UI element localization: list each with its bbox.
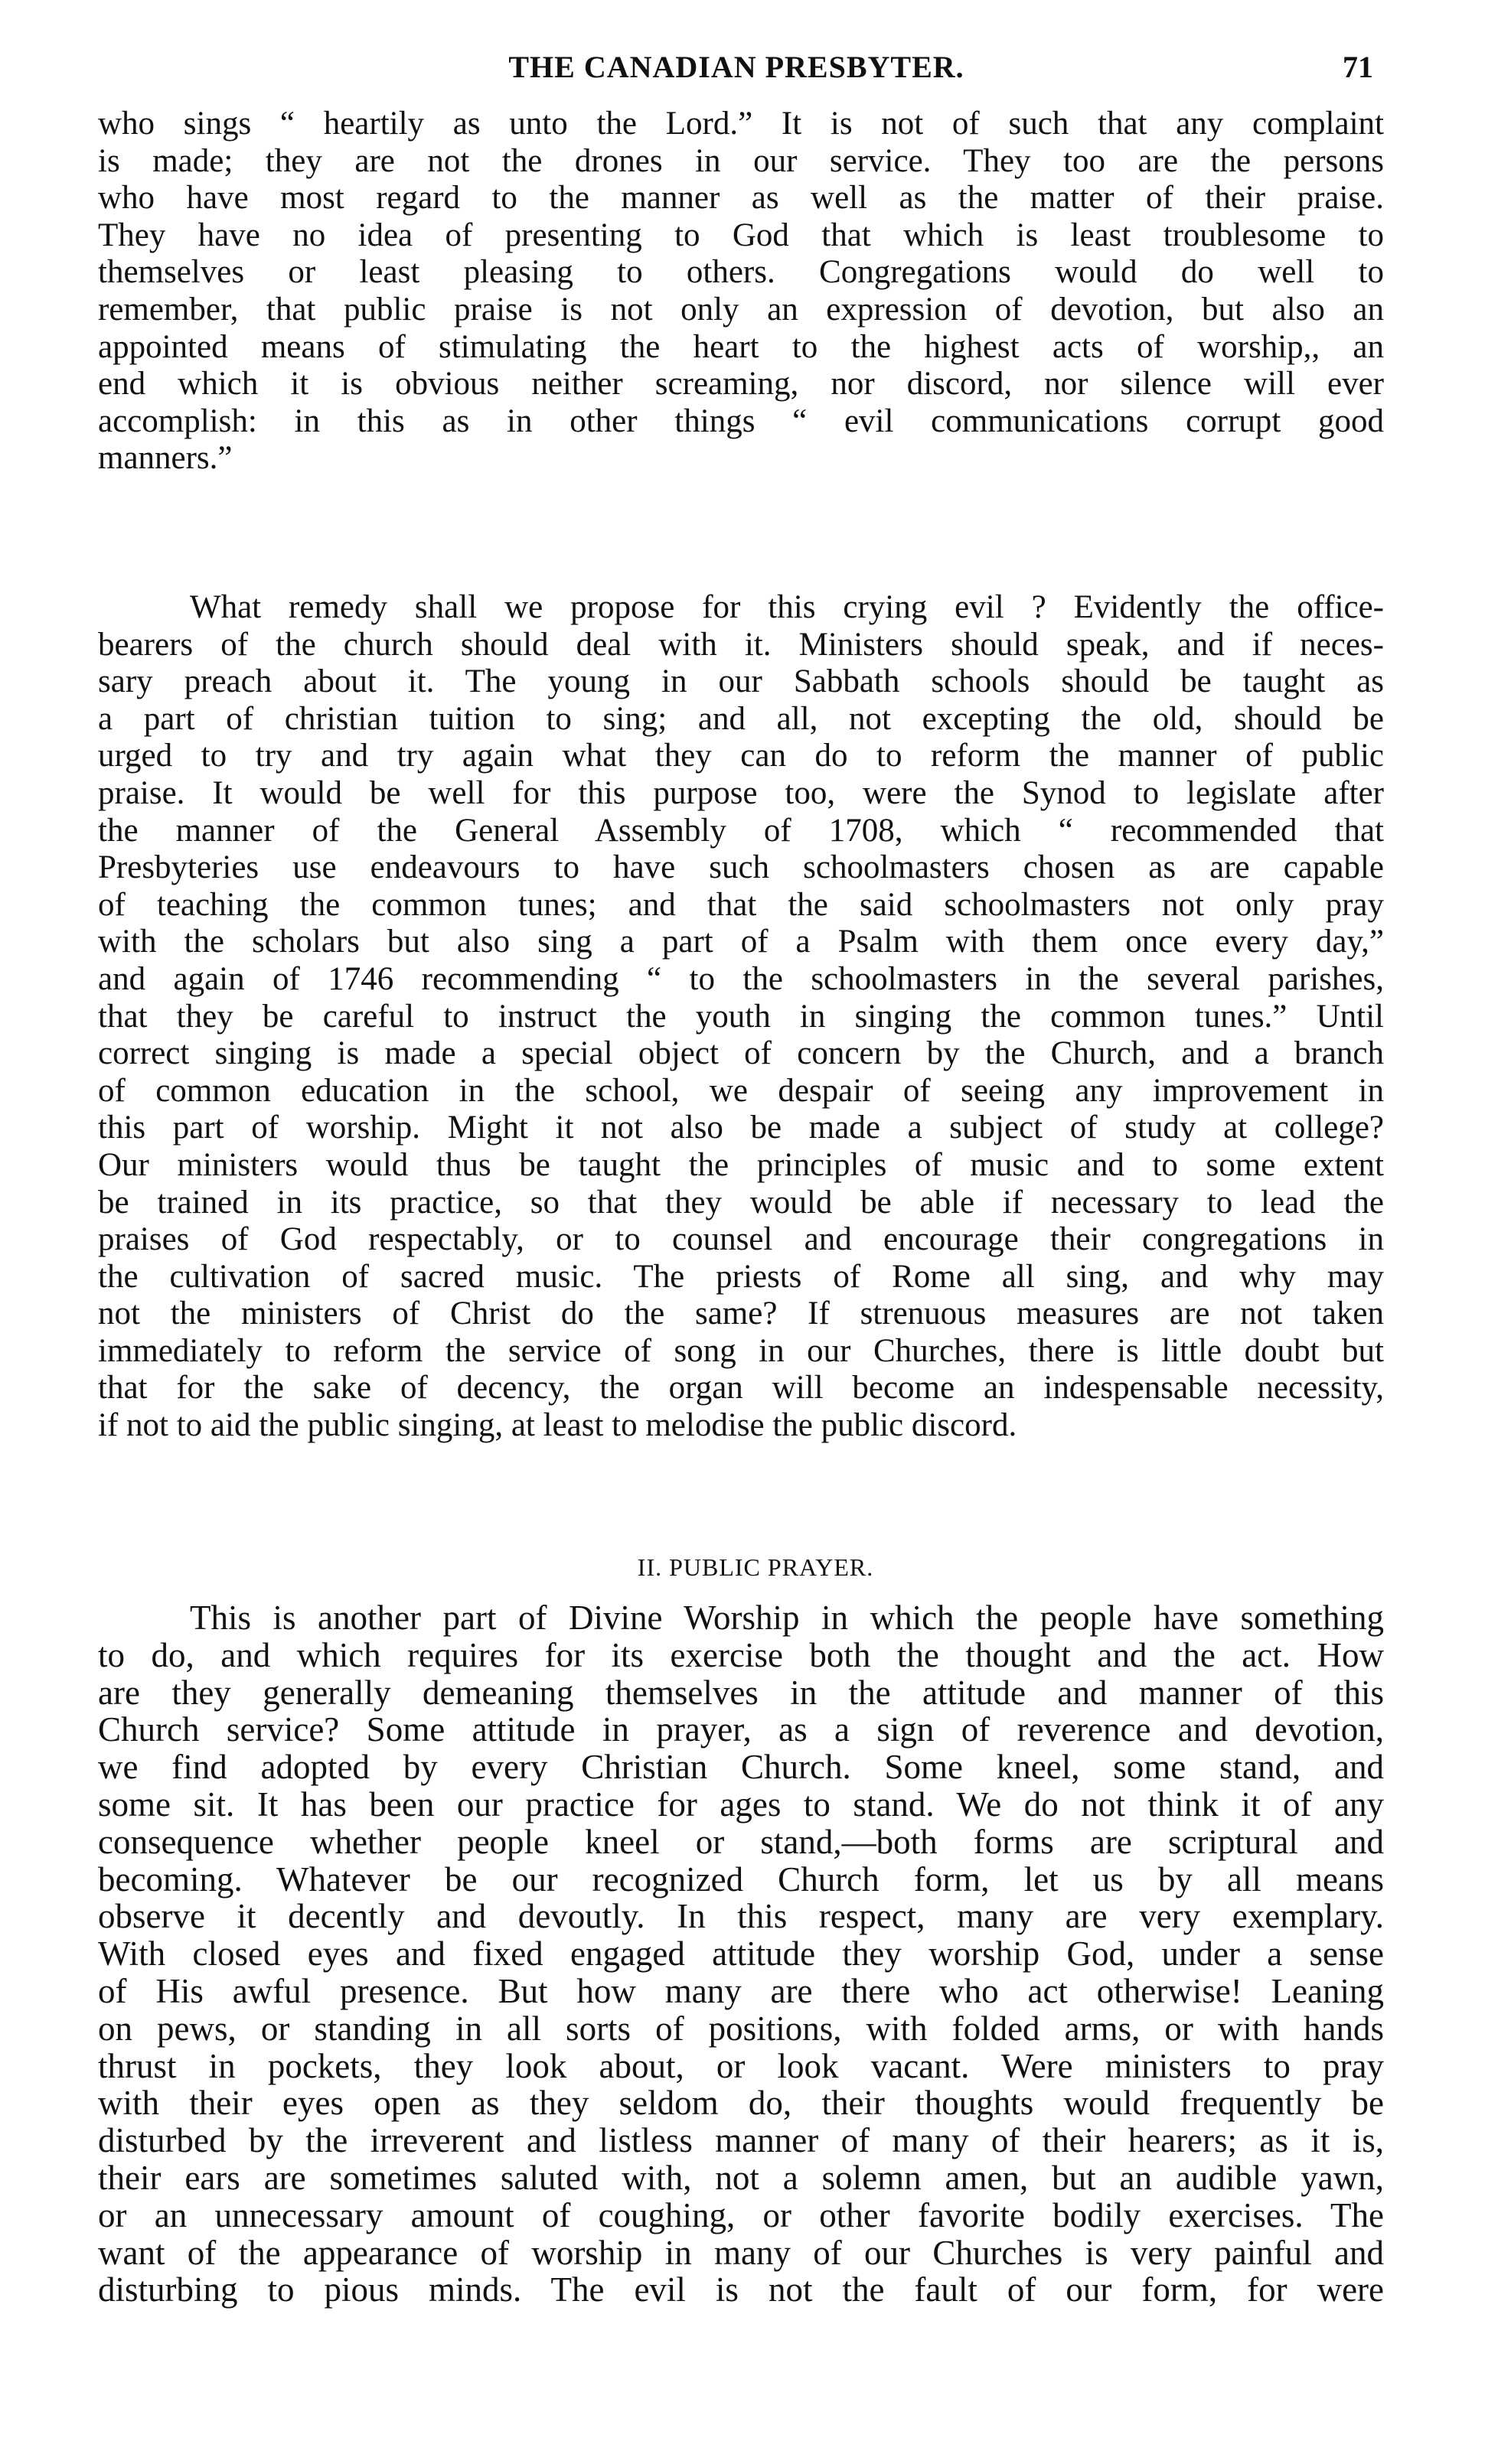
text-line: They have no idea of presenting to God that which is least troublesome to	[98, 217, 1384, 253]
page-header	[100, 49, 1373, 95]
text-line: Church service? Some attitude in prayer, as a sign of reverence and devotion,	[98, 1710, 1384, 1749]
text-line: thrust in pockets, they look about, or look vacant. Were ministers to pray	[98, 2046, 1384, 2085]
text-line: who have most regard to the manner as well as the matter of their praise.	[98, 180, 1384, 217]
text-line: on pews, or standing in all sorts of positions, with folded arms, or with hands	[98, 2009, 1384, 2048]
text-line: remember, that public praise is not only an expression of devotion, but also an	[98, 291, 1384, 328]
text-line: the cultivation of sacred music. The priests of Rome all sing, and why may	[98, 1258, 1384, 1295]
text-line: and again of 1746 recommending “ to the schoolmasters in the several parishes,	[98, 960, 1384, 997]
text-line: of common education in the school, we despair of seeing any improvement in	[98, 1072, 1384, 1109]
text-line: this part of worship. Might it not also be made a subject of study at college?	[98, 1110, 1384, 1146]
running-title: THE CANADIAN PRESBYTER.	[508, 50, 964, 84]
text-line: some sit. It has been our practice for ages to stand. We do not think it of any	[98, 1784, 1384, 1824]
text-line: manners.”	[98, 440, 233, 477]
text-line: is made; they are not the drones in our service. They too are the persons	[98, 142, 1384, 179]
text-line: correct singing is made a special object of concern by the Church, and a branch	[98, 1035, 1384, 1072]
text-line: becoming. Whatever be our recognized Church form, let us by all means	[98, 1859, 1384, 1899]
text-line: that for the sake of decency, the organ will become an indespensable necessity,	[98, 1370, 1384, 1406]
text-line: their ears are sometimes saluted with, not a solemn amen, but an audible yawn,	[98, 2158, 1384, 2197]
text-line: What remedy shall we propose for this crying evil ? Evidently the office-	[190, 589, 1384, 625]
text-line: or an unnecessary amount of coughing, or other favorite bodily exercises. The	[98, 2195, 1384, 2234]
section-heading: II. PUBLIC PRAYER.	[637, 1553, 874, 1581]
text-line: we find adopted by every Christian Church. Some kneel, some stand, and	[98, 1748, 1384, 1787]
text-line: themselves or least pleasing to others. Congregations would do well to	[98, 254, 1384, 291]
text-line: with their eyes open as they seldom do, their thoughts would frequently be	[98, 2084, 1384, 2123]
paragraph-continued-praise	[98, 106, 1384, 477]
text-line: sary preach about it. The young in our Sabbath schools should be taught as	[98, 663, 1384, 700]
text-line: of His awful presence. But how many are there who act otherwise! Leaning	[98, 1971, 1384, 2010]
text-line: bearers of the church should deal with it. Ministers should speak, and if neces-	[98, 626, 1384, 663]
text-line: consequence whether people kneel or stand,—both forms are scriptural and	[98, 1822, 1384, 1861]
text-line: that they be careful to instruct the youth in singing the common tunes.” Until	[98, 998, 1384, 1035]
text-line: to do, and which requires for its exercise both the thought and the act. How	[98, 1635, 1384, 1674]
text-line: who sings “ heartily as unto the Lord.” It is not of such that any complaint	[98, 106, 1384, 142]
text-line: with the scholars but also sing a part of a Psalm with them once every day,”	[98, 924, 1384, 960]
text-line: not the ministers of Christ do the same? If strenuous measures are not taken	[98, 1296, 1384, 1332]
text-line: Our ministers would thus be taught the principles of music and to some extent	[98, 1146, 1384, 1183]
text-line: This is another part of Divine Worship in which the people have something	[190, 1599, 1384, 1637]
text-line: of teaching the common tunes; and that the said schoolmasters not only pray	[98, 886, 1384, 923]
text-line: urged to try and try again what they can do to reform the manner of public	[98, 738, 1384, 774]
text-line: With closed eyes and fixed engaged attitude they worship God, under a sense	[98, 1934, 1384, 1973]
text-line: want of the appearance of worship in many of our Churches is very painful and	[98, 2233, 1384, 2272]
text-line: disturbing to pious minds. The evil is not the fault of our form, for were	[98, 2270, 1384, 2309]
text-line: end which it is obvious neither screaming, nor discord, nor silence will ever	[98, 366, 1384, 403]
text-line: be trained in its practice, so that they would be able if necessary to lead the	[98, 1184, 1384, 1221]
text-line: praise. It would be well for this purpose too, were the Synod to legislate after	[98, 774, 1384, 811]
text-line: observe it decently and devoutly. In this respect, many are very exemplary.	[98, 1897, 1384, 1936]
text-line: praises of God respectably, or to counsel and encourage their congregations in	[98, 1221, 1384, 1258]
page-number: 71	[1343, 50, 1373, 84]
text-line: if not to aid the public singing, at least to melodise the public discord.	[98, 1407, 1017, 1444]
text-line: disturbed by the irreverent and listless manner of many of their hearers; as it is,	[98, 2121, 1384, 2160]
paragraph-public-prayer	[98, 1599, 1384, 2309]
text-line: the manner of the General Assembly of 1708, which “ recommended that	[98, 812, 1384, 849]
text-line: immediately to reform the service of song in our Churches, there is little doubt but	[98, 1332, 1384, 1369]
text-line: appointed means of stimulating the heart to the highest acts of worship,, an	[98, 328, 1384, 365]
text-line: are they generally demeaning themselves in the attitude and manner of this	[98, 1673, 1384, 1712]
text-line: accomplish: in this as in other things “ evil communications corrupt good	[98, 403, 1384, 439]
text-line: Presbyteries use endeavours to have such schoolmasters chosen as are capable	[98, 849, 1384, 886]
paragraph-remedy	[98, 589, 1384, 1445]
text-line: a part of christian tuition to sing; and all, not excepting the old, should be	[98, 700, 1384, 737]
